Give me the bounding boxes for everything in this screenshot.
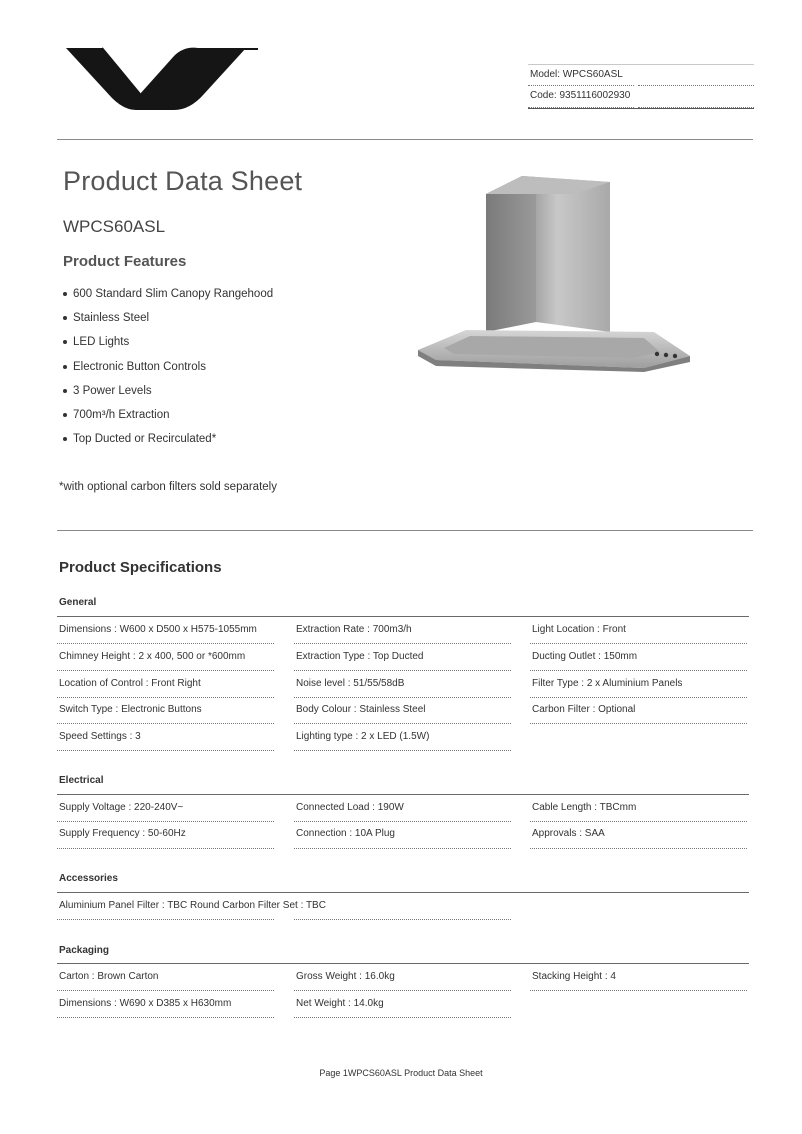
spec-body-colour: Body Colour : Stainless Steel — [296, 704, 426, 715]
general-group-title: General — [59, 597, 97, 608]
spec-lighting-type: Lighting type : 2 x LED (1.5W) — [296, 731, 430, 742]
spec-filter-type: Filter Type : 2 x Aluminium Panels — [532, 678, 683, 689]
spec-extraction-rate: Extraction Rate : 700m3/h — [296, 624, 412, 635]
spec-noise-level: Noise level : 51/55/58dB — [296, 678, 405, 689]
page-footer: Page 1WPCS60ASL Product Data Sheet — [319, 1068, 483, 1078]
list-item: LED Lights — [63, 334, 273, 358]
list-item: Electronic Button Controls — [63, 359, 273, 383]
spec-switch-type: Switch Type : Electronic Buttons — [59, 704, 202, 715]
spec-connected-load: Connected Load : 190W — [296, 802, 404, 813]
electrical-group-title: Electrical — [59, 775, 104, 786]
model-number: WPCS60ASL — [63, 217, 166, 236]
spec-speed-settings: Speed Settings : 3 — [59, 731, 141, 742]
rangehood-image — [414, 172, 696, 372]
accessories-group-title: Accessories — [59, 873, 118, 884]
spec-chimney-height: Chimney Height : 2 x 400, 500 or *600mm — [59, 651, 246, 662]
spec-accessories: Aluminium Panel Filter : TBC Round Carbon Filter Set : TBC — [59, 900, 326, 911]
model-code-label: Model: WPCS60ASL — [530, 69, 623, 80]
section-divider — [57, 530, 753, 531]
list-item: Top Ducted or Recirculated* — [63, 431, 273, 455]
packaging-group-title: Packaging — [59, 945, 110, 956]
divider — [528, 108, 754, 109]
spec-ducting-outlet: Ducting Outlet : 150mm — [532, 651, 638, 662]
spec-light-location: Light Location : Front — [532, 624, 626, 635]
divider — [57, 963, 749, 964]
spec-extraction-type: Extraction Type : Top Ducted — [296, 651, 424, 662]
divider — [57, 616, 749, 617]
specs-heading: Product Specifications — [59, 559, 222, 576]
list-item: 600 Standard Slim Canopy Rangehood — [63, 286, 273, 310]
features-heading: Product Features — [63, 253, 187, 270]
header-divider — [57, 139, 753, 140]
features-list — [63, 286, 273, 455]
carbon-filter-note: *with optional carbon filters sold separately — [59, 481, 277, 493]
divider — [57, 892, 749, 893]
spec-carton: Carton : Brown Carton — [59, 971, 159, 982]
list-item: Stainless Steel — [63, 310, 273, 334]
list-item: 3 Power Levels — [63, 383, 273, 407]
spec-supply-frequency: Supply Frequency : 50-60Hz — [59, 828, 186, 839]
spec-gross-weight: Gross Weight : 16.0kg — [296, 971, 395, 982]
spec-approvals: Approvals : SAA — [532, 828, 605, 839]
product-code-label: Code: 9351116002930 — [530, 90, 631, 101]
spec-connection: Connection : 10A Plug — [296, 828, 395, 839]
list-item: 700m³/h Extraction — [63, 407, 273, 431]
spec-net-weight: Net Weight : 14.0kg — [296, 998, 384, 1009]
spec-carbon-filter: Carbon Filter : Optional — [532, 704, 636, 715]
spec-cable-length: Cable Length : TBCmm — [532, 802, 637, 813]
spec-control-location: Location of Control : Front Right — [59, 678, 201, 689]
brand-logo — [66, 46, 258, 112]
page-title: Product Data Sheet — [63, 166, 303, 196]
divider — [57, 794, 749, 795]
product-meta-box — [528, 64, 754, 108]
spec-dimensions: Dimensions : W600 x D500 x H575-1055mm — [59, 624, 257, 635]
spec-supply-voltage: Supply Voltage : 220-240V~ — [59, 802, 184, 813]
spec-carton-dimensions: Dimensions : W690 x D385 x H630mm — [59, 998, 232, 1009]
spec-stacking-height: Stacking Height : 4 — [532, 971, 616, 982]
